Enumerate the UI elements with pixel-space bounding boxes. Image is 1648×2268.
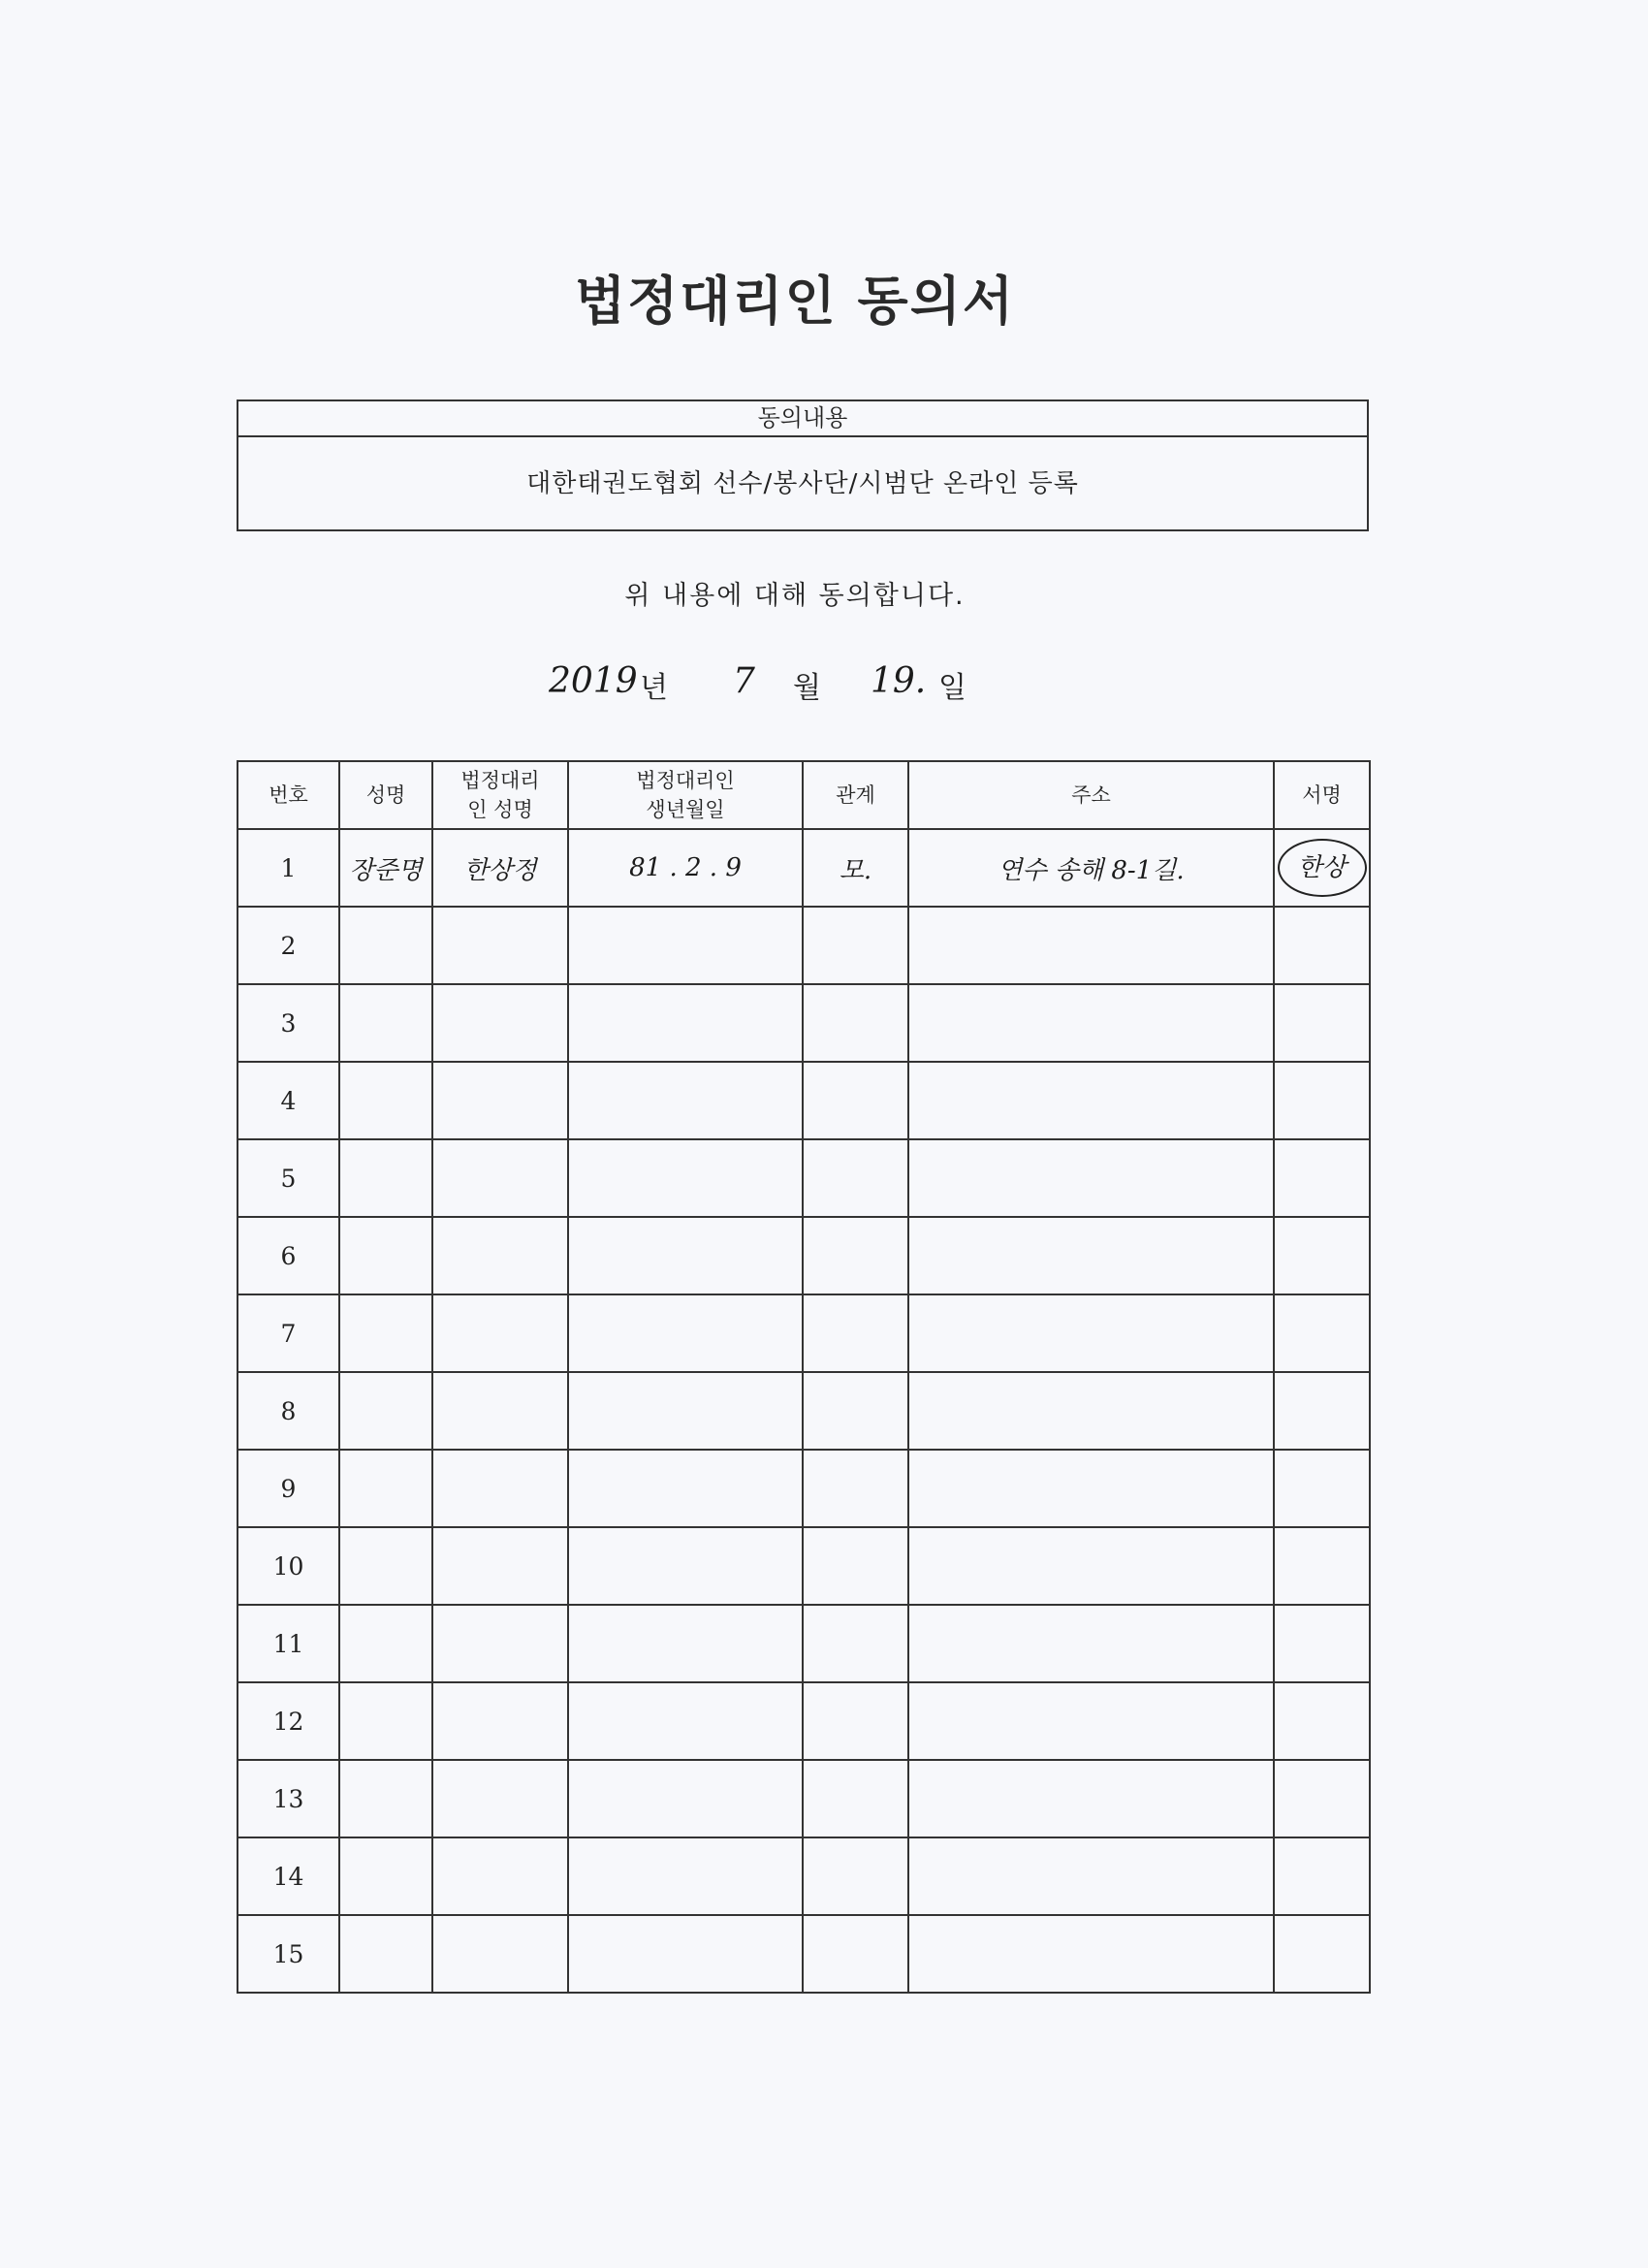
row-guardian-name (432, 1760, 568, 1837)
row-guardian-name (432, 1372, 568, 1450)
row-relation (803, 1450, 908, 1527)
row-guardian-birth (568, 1605, 803, 1682)
row-guardian-name (432, 1062, 568, 1139)
row-number: 12 (238, 1682, 339, 1760)
row-address (908, 984, 1274, 1062)
row-number: 11 (238, 1605, 339, 1682)
date-line (543, 655, 989, 714)
row-signature (1274, 907, 1370, 984)
date-month: 7 (733, 661, 755, 701)
row-signature (1274, 1682, 1370, 1760)
row-signature (1274, 1527, 1370, 1605)
row-number: 10 (238, 1527, 339, 1605)
consent-content: 대한태권도협회 선수/봉사단/시범단 온라인 등록 (526, 469, 1079, 498)
date-month-unit: 월 (793, 671, 821, 705)
row-number: 6 (238, 1217, 339, 1294)
row-guardian-birth (568, 1682, 803, 1760)
table-header-row (238, 761, 1370, 829)
row-relation (803, 1294, 908, 1372)
row-name (339, 907, 432, 984)
row-name (339, 984, 432, 1062)
header-guardian-name-label: 법정대리인 성명 (460, 769, 540, 821)
table-row (238, 907, 1370, 984)
row-name (339, 1450, 432, 1527)
row-guardian-name (432, 1139, 568, 1217)
row-relation (803, 1372, 908, 1450)
table-row (238, 1682, 1370, 1760)
row-guardian-birth (568, 1139, 803, 1217)
row-guardian-name (432, 1217, 568, 1294)
row-guardian-name (432, 1915, 568, 1993)
row-address (908, 1527, 1274, 1605)
row-guardian-name (432, 1682, 568, 1760)
table-row (238, 984, 1370, 1062)
row-relation (803, 1217, 908, 1294)
header-guardian-name (432, 761, 568, 829)
row-guardian-name (432, 1605, 568, 1682)
table-row (238, 1294, 1370, 1372)
header-address: 주소 (908, 761, 1274, 829)
row-relation (803, 1682, 908, 1760)
row-signature (1274, 1139, 1370, 1217)
row-name (339, 1837, 432, 1915)
row-relation (803, 984, 908, 1062)
row-name: 장준명 (339, 829, 432, 907)
header-guardian-birth (568, 761, 803, 829)
row-address (908, 1372, 1274, 1450)
row-address (908, 1450, 1274, 1527)
row-number: 14 (238, 1837, 339, 1915)
row-signature (1274, 1294, 1370, 1372)
row-signature (1274, 1372, 1370, 1450)
row-name (339, 1217, 432, 1294)
row-name (339, 1139, 432, 1217)
row-address (908, 1139, 1274, 1217)
table-row (238, 1062, 1370, 1139)
row-address (908, 1837, 1274, 1915)
table-row (238, 1605, 1370, 1682)
row-relation (803, 1837, 908, 1915)
row-number: 7 (238, 1294, 339, 1372)
row-guardian-name (432, 1837, 568, 1915)
row-relation (803, 1915, 908, 1993)
table-row (238, 1372, 1370, 1450)
row-guardian-birth (568, 1062, 803, 1139)
row-number: 3 (238, 984, 339, 1062)
row-signature (1274, 1605, 1370, 1682)
row-guardian-birth (568, 1294, 803, 1372)
table-row (238, 1139, 1370, 1217)
row-number: 15 (238, 1915, 339, 1993)
guardian-registration-table (237, 760, 1371, 1994)
table-row (238, 1527, 1370, 1605)
row-guardian-birth (568, 1450, 803, 1527)
row-address (908, 1294, 1274, 1372)
header-signature: 서명 (1274, 761, 1370, 829)
row-guardian-name: 한상정 (432, 829, 568, 907)
row-number: 1 (238, 829, 339, 907)
row-guardian-birth (568, 1527, 803, 1605)
document-title: 법정대리인 동의서 (574, 271, 1016, 332)
table-row (238, 829, 1370, 907)
row-number: 9 (238, 1450, 339, 1527)
row-relation (803, 1605, 908, 1682)
row-relation (803, 1062, 908, 1139)
row-relation (803, 1527, 908, 1605)
row-guardian-birth (568, 984, 803, 1062)
row-name (339, 1527, 432, 1605)
date-year: 2019 (549, 661, 638, 701)
row-name (339, 1682, 432, 1760)
row-address (908, 1217, 1274, 1294)
row-guardian-name (432, 1527, 568, 1605)
header-relation: 관계 (803, 761, 908, 829)
table-row (238, 1837, 1370, 1915)
row-relation: 모. (803, 829, 908, 907)
row-guardian-name (432, 984, 568, 1062)
row-guardian-birth (568, 1372, 803, 1450)
signature-mark: 한상 (1278, 839, 1367, 897)
row-guardian-birth (568, 1915, 803, 1993)
row-guardian-birth (568, 1217, 803, 1294)
row-number: 4 (238, 1062, 339, 1139)
header-guardian-birth-label: 법정대리인 생년월일 (636, 769, 735, 821)
table-row (238, 1915, 1370, 1993)
row-number: 5 (238, 1139, 339, 1217)
row-address: 연수 송해 8-1길. (908, 829, 1274, 907)
row-name (339, 1062, 432, 1139)
table-row (238, 1760, 1370, 1837)
date-year-unit: 년 (640, 671, 668, 705)
row-relation (803, 1139, 908, 1217)
row-number: 13 (238, 1760, 339, 1837)
consent-box (237, 399, 1369, 531)
agreement-statement: 위 내용에 대해 동의합니다. (624, 581, 966, 611)
row-address (908, 1062, 1274, 1139)
header-number: 번호 (238, 761, 339, 829)
row-guardian-name (432, 1450, 568, 1527)
row-name (339, 1294, 432, 1372)
row-name (339, 1605, 432, 1682)
row-relation (803, 907, 908, 984)
row-number: 8 (238, 1372, 339, 1450)
row-guardian-birth (568, 1760, 803, 1837)
row-signature (1274, 1062, 1370, 1139)
row-guardian-name (432, 907, 568, 984)
row-guardian-birth (568, 907, 803, 984)
row-address (908, 1760, 1274, 1837)
row-address (908, 1915, 1274, 1993)
row-address (908, 1682, 1274, 1760)
row-address (908, 907, 1274, 984)
date-day-unit: 일 (938, 671, 967, 705)
row-signature (1274, 1915, 1370, 1993)
row-number: 2 (238, 907, 339, 984)
row-signature (1274, 1837, 1370, 1915)
row-signature (1274, 984, 1370, 1062)
row-guardian-birth: 81 . 2 . 9 (568, 829, 803, 907)
row-signature (1274, 1760, 1370, 1837)
row-name (339, 1915, 432, 1993)
row-signature (1274, 829, 1370, 907)
consent-header: 동의내용 (238, 401, 1367, 437)
date-day: 19. (871, 661, 927, 701)
table-row (238, 1217, 1370, 1294)
row-name (339, 1372, 432, 1450)
row-signature (1274, 1450, 1370, 1527)
table-row (238, 1450, 1370, 1527)
row-name (339, 1760, 432, 1837)
header-name: 성명 (339, 761, 432, 829)
row-guardian-name (432, 1294, 568, 1372)
row-guardian-birth (568, 1837, 803, 1915)
row-signature (1274, 1217, 1370, 1294)
row-relation (803, 1760, 908, 1837)
row-address (908, 1605, 1274, 1682)
